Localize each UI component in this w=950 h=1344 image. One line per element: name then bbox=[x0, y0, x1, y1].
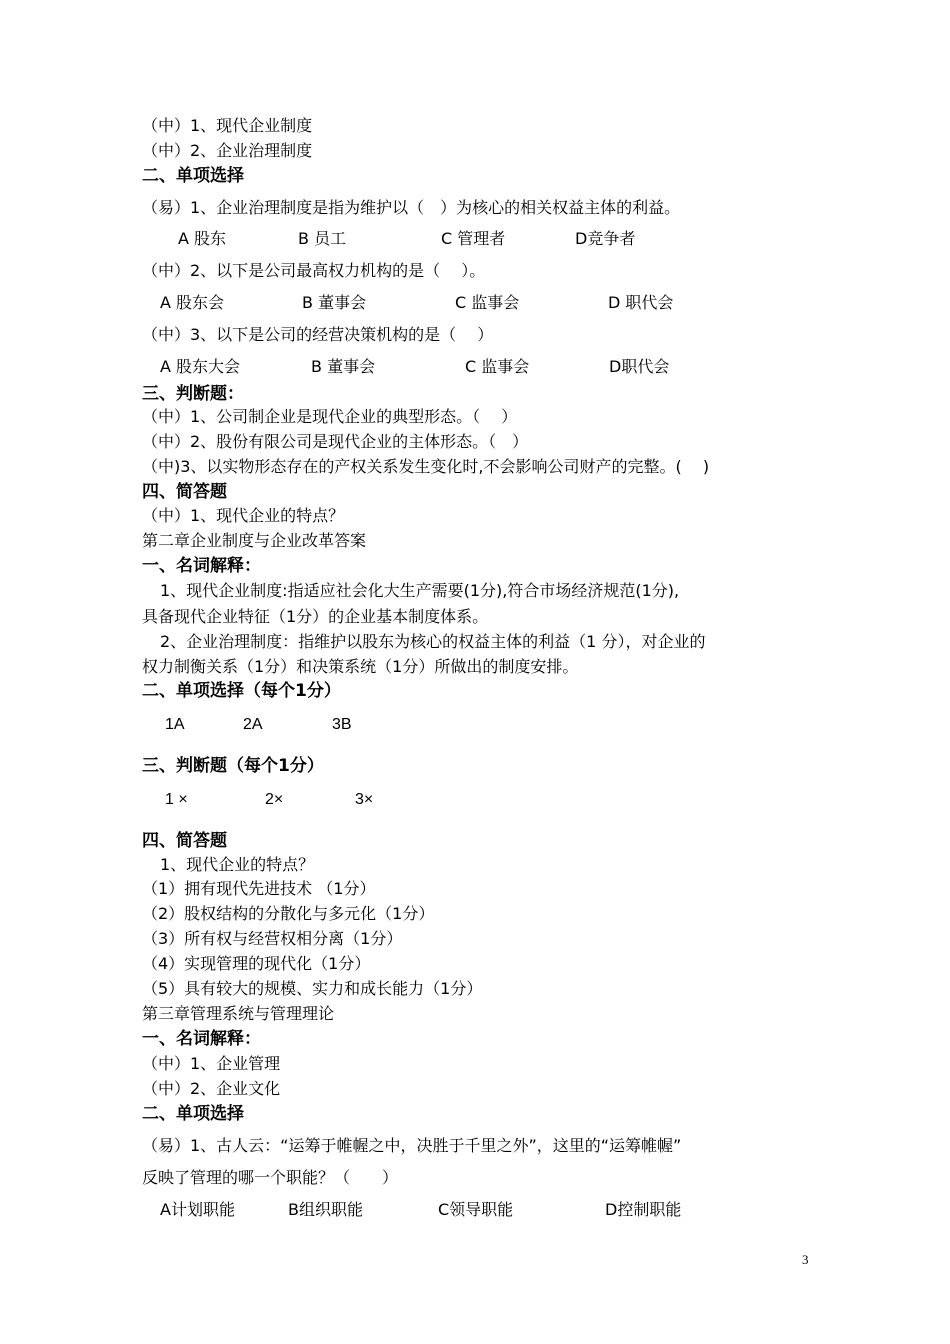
single-choice-question-1-cont: 反映了管理的哪一个职能？（ ） bbox=[142, 1168, 399, 1187]
answer-item: 2× bbox=[265, 791, 284, 808]
answer-item: 1 × bbox=[165, 791, 188, 808]
term-question-1: （中）1、现代企业制度 bbox=[142, 116, 313, 135]
option-c: C 监事会 bbox=[455, 293, 520, 312]
section-heading-terms: 一、名词解释： bbox=[142, 556, 261, 576]
list-item: （5）具有较大的规模、实力和成长能力（1分） bbox=[142, 979, 483, 998]
answer-paragraph: 1、现代企业制度:指适应社会化大生产需要(1分),符合市场经济规范(1分), bbox=[160, 581, 680, 600]
option-d: D 职代会 bbox=[608, 293, 674, 312]
option-c: C领导职能 bbox=[438, 1200, 514, 1219]
term-question-2: （中）2、企业治理制度 bbox=[142, 141, 313, 160]
chapter-title: 第三章管理系统与管理理论 bbox=[142, 1004, 335, 1023]
option-b: B组织职能 bbox=[288, 1200, 363, 1219]
page-number: 3 bbox=[802, 1252, 809, 1267]
section-heading-judgement: 三、判断题： bbox=[142, 384, 244, 404]
section-heading-terms: 一、名词解释： bbox=[142, 1029, 261, 1049]
short-answer-question-1: （中）1、现代企业的特点？ bbox=[142, 506, 345, 525]
option-a: A计划职能 bbox=[160, 1200, 235, 1219]
single-choice-question-1: （易）1、企业治理制度是指为维护以（ ）为核心的相关权益主体的利益。 bbox=[142, 198, 681, 217]
single-choice-question-3: （中）3、以下是公司的经营决策机构的是（ ） bbox=[142, 325, 494, 344]
option-c: C 管理者 bbox=[441, 229, 506, 248]
answer-paragraph: 2、企业治理制度：指维护以股东为核心的权益主体的利益（1 分），对企业的 bbox=[160, 632, 706, 651]
option-a: A 股东会 bbox=[160, 293, 225, 312]
short-answer-question: 1、现代企业的特点？ bbox=[160, 855, 315, 874]
judgement-question-3: （中)3、以实物形态存在的产权关系发生变化时,不会影响公司财产的完整。( ) bbox=[142, 457, 710, 476]
answer-item: 1A bbox=[165, 716, 185, 733]
chapter-title: 第二章企业制度与企业改革答案 bbox=[142, 531, 367, 550]
option-d: D职代会 bbox=[609, 357, 670, 376]
option-b: B 董事会 bbox=[311, 357, 376, 376]
list-item: （1）拥有现代先进技术 （1分） bbox=[142, 879, 376, 898]
option-c: C 监事会 bbox=[465, 357, 530, 376]
section-heading-judgement-answers: 三、判断题（每个1分） bbox=[142, 756, 324, 776]
judgement-question-2: （中）2、股份有限公司是现代企业的主体形态。（ ） bbox=[142, 432, 529, 451]
section-heading-single-choice: 二、单项选择 bbox=[142, 166, 244, 186]
answer-paragraph: 具备现代企业特征（1分）的企业基本制度体系。 bbox=[142, 607, 489, 626]
answer-item: 3B bbox=[332, 716, 352, 733]
judgement-question-1: （中）1、公司制企业是现代企业的典型形态。（ ） bbox=[142, 407, 518, 426]
option-a: A 股东大会 bbox=[160, 357, 241, 376]
single-choice-question-2: （中）2、以下是公司最高权力机构的是（ ）。 bbox=[142, 261, 486, 280]
single-choice-question-1: （易）1、古人云：“运筹于帷幄之中，决胜于千里之外”，这里的“运筹帷幄” bbox=[142, 1136, 682, 1155]
term-question-2: （中）2、企业文化 bbox=[142, 1079, 281, 1098]
section-heading-short-answer: 四、简答题 bbox=[142, 482, 227, 502]
section-heading-single-choice: 二、单项选择 bbox=[142, 1104, 244, 1124]
option-d: D控制职能 bbox=[605, 1200, 682, 1219]
list-item: （3）所有权与经营权相分离（1分） bbox=[142, 929, 403, 948]
option-d: D竞争者 bbox=[575, 229, 636, 248]
answer-paragraph: 权力制衡关系（1分）和决策系统（1分）所做出的制度安排。 bbox=[142, 657, 579, 676]
list-item: （2）股权结构的分散化与多元化（1分） bbox=[142, 904, 435, 923]
list-item: （4）实现管理的现代化（1分） bbox=[142, 954, 371, 973]
section-heading-short-answer: 四、简答题 bbox=[142, 831, 227, 851]
option-b: B 员工 bbox=[298, 229, 347, 248]
term-question-1: （中）1、企业管理 bbox=[142, 1054, 281, 1073]
option-a: A 股东 bbox=[178, 229, 227, 248]
section-heading-single-choice-answers: 二、单项选择（每个1分） bbox=[142, 681, 341, 701]
option-b: B 董事会 bbox=[302, 293, 367, 312]
answer-item: 2A bbox=[243, 716, 263, 733]
answer-item: 3× bbox=[355, 791, 374, 808]
